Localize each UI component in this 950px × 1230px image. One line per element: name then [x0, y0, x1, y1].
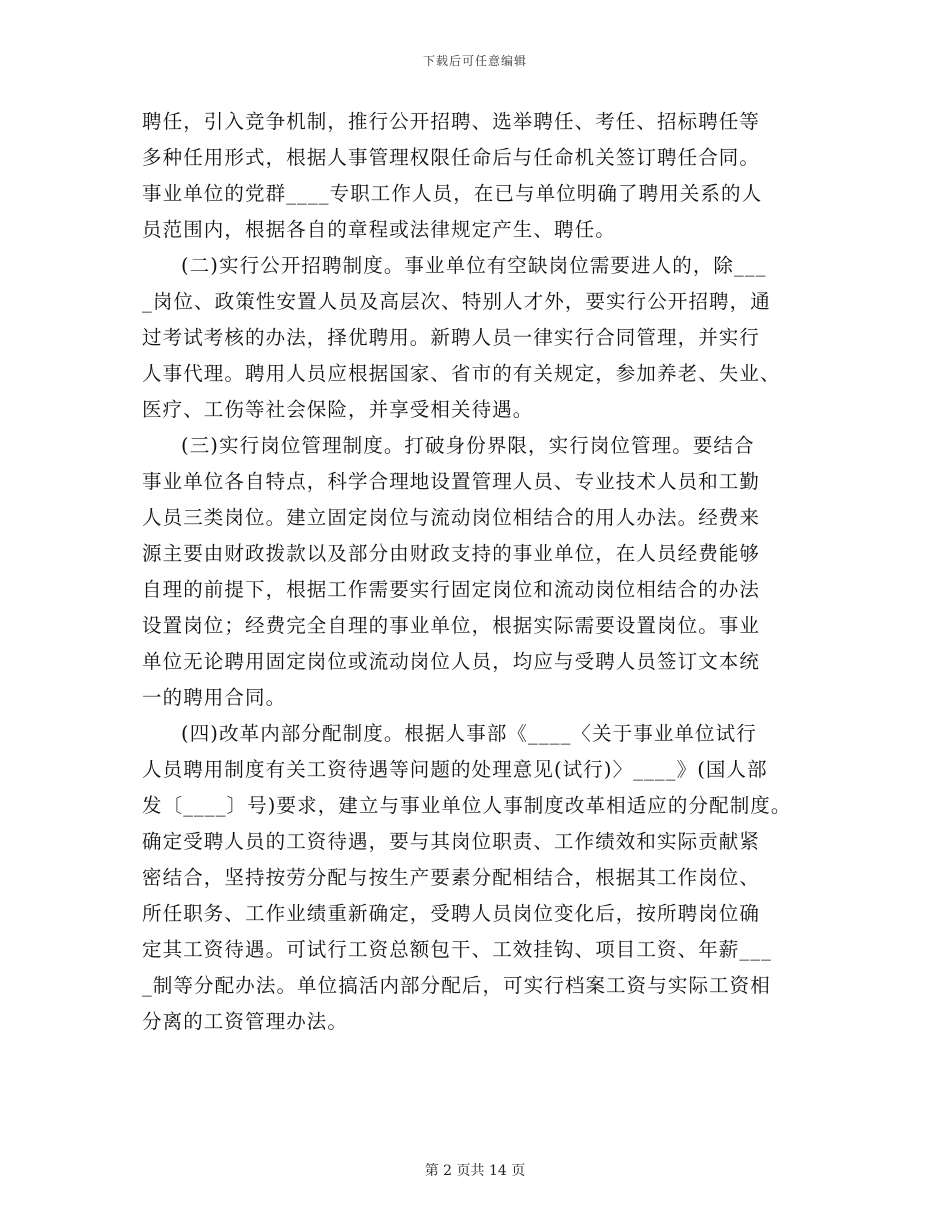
paragraph-4-line-4: 确定受聘人员的工资待遇，要与其岗位职责、工作绩效和实际贡献紧 [142, 830, 761, 853]
paragraph-3-line-5: 自理的前提下，根据工作需要实行固定岗位和流动岗位相结合的办法 [142, 578, 761, 601]
paragraph-1-line-1: 聘任，引入竞争机制，推行公开招聘、选举聘任、考任、招标聘任等 [142, 110, 761, 133]
paragraph-3-line-3: 人员三类岗位。建立固定岗位与流动岗位相结合的用人办法。经费来 [142, 506, 761, 529]
paragraph-4-line-1: (四)改革内部分配制度。根据人事部《____〈关于事业单位试行 [181, 722, 757, 745]
paragraph-2-line-2: _岗位、政策性安置人员及高层次、特别人才外，要实行公开招聘，通 [142, 290, 771, 313]
paragraph-3-line-2: 事业单位各自特点，科学合理地设置管理人员、专业技术人员和工勤 [142, 470, 761, 493]
paragraph-3-line-8: 一的聘用合同。 [142, 686, 287, 709]
paragraph-3-line-4: 源主要由财政拨款以及部分由财政支持的事业单位，在人员经费能够 [142, 542, 761, 565]
document-body [142, 104, 822, 1040]
paragraph-4-line-7: 定其工资待遇。可试行工资总额包干、工效挂钩、项目工资、年薪___ [142, 938, 772, 961]
page-number-footer: 第 2 页共 14 页 [424, 1163, 526, 1179]
paragraph-2-line-5: 医疗、工伤等社会保险，并享受相关待遇。 [142, 398, 534, 421]
paragraph-1-line-2: 多种任用形式，根据人事管理权限任命后与任命机关签订聘任合同。 [142, 146, 761, 169]
paragraph-4-line-2: 人员聘用制度有关工资待遇等问题的处理意见(试行)〉____》(国人部 [142, 758, 768, 781]
paragraph-3-line-7: 单位无论聘用固定岗位或流动岗位人员，均应与受聘人员签订文本统 [142, 650, 761, 673]
paragraph-2-line-1: (二)实行公开招聘制度。事业单位有空缺岗位需要进人的，除___ [181, 254, 767, 277]
paragraph-4-line-8: _制等分配办法。单位搞活内部分配后，可实行档案工资与实际工资相 [142, 974, 771, 997]
paragraph-3-line-6: 设置岗位；经费完全自理的事业单位，根据实际需要设置岗位。事业 [142, 614, 761, 637]
paragraph-1-line-3: 事业单位的党群____专职工作人员，在已与单位明确了聘用关系的人 [142, 182, 763, 205]
paragraph-3-line-1: (三)实行岗位管理制度。打破身份界限，实行岗位管理。要结合 [181, 434, 755, 457]
page-header-note: 下载后可任意编辑 [422, 54, 527, 68]
paragraph-4-line-6: 所任职务、工作业绩重新确定，受聘人员岗位变化后，按所聘岗位确 [142, 902, 761, 925]
paragraph-2-line-4: 人事代理。聘用人员应根据国家、省市的有关规定，参加养老、失业、 [142, 362, 781, 385]
paragraph-2-line-3: 过考试考核的办法，择优聘用。新聘人员一律实行合同管理，并实行 [142, 326, 761, 349]
paragraph-1-line-4: 员范围内，根据各自的章程或法律规定产生、聘任。 [142, 218, 616, 241]
paragraph-4-line-3: 发〔____〕号)要求，建立与事业单位人事制度改革相适应的分配制度。 [142, 794, 792, 817]
paragraph-4-line-9: 分离的工资管理办法。 [142, 1010, 349, 1033]
paragraph-4-line-5: 密结合，坚持按劳分配与按生产要素分配相结合，根据其工作岗位、 [142, 866, 761, 889]
